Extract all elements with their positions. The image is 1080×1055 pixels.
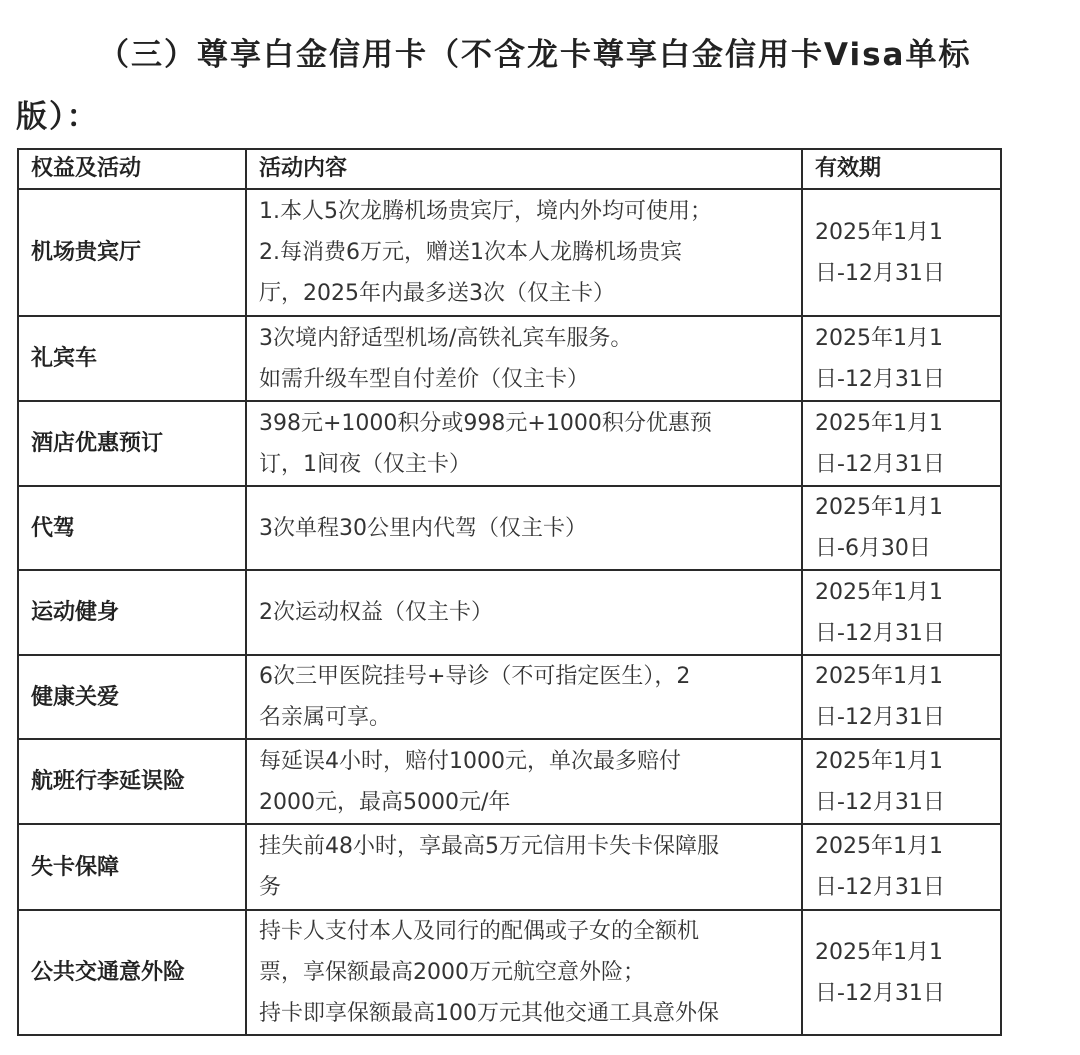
benefit-content (246, 739, 802, 824)
table-row (18, 739, 1001, 824)
content-line: 2.每消费6万元，赠送1次本人龙腾机场贵宾 (259, 240, 682, 265)
date-line: 2025年1月1 (815, 834, 943, 859)
benefit-content (246, 655, 802, 739)
date-line: 日-12月31日 (815, 789, 945, 815)
benefit-content (246, 910, 802, 1035)
table-row (18, 910, 1001, 1035)
content-line: 398元+1000积分或998元+1000积分优惠预 (259, 410, 712, 436)
content-line: 持卡人支付本人及同行的配偶或子女的全额机 (259, 919, 700, 944)
benefit-name: 礼宾车 (18, 316, 246, 401)
validity-period (802, 655, 1001, 739)
validity-period (802, 189, 1001, 316)
content-line: 挂失前48小时，享最高5万元信用卡失卡保障服 (259, 834, 719, 859)
date-line: 日-6月30日 (815, 536, 931, 561)
date-line: 2025年1月1 (815, 664, 943, 689)
validity-period (802, 739, 1001, 824)
benefit-name: 失卡保障 (18, 824, 246, 910)
benefit-content (246, 824, 802, 910)
table-row (18, 316, 1001, 401)
date-line: 日-12月31日 (815, 366, 945, 392)
benefit-name: 航班行李延误险 (18, 739, 246, 824)
benefit-content (246, 401, 802, 486)
content-line: 务 (259, 875, 282, 900)
table-row (18, 824, 1001, 910)
validity-period (802, 486, 1001, 570)
date-line: 2025年1月1 (815, 219, 943, 245)
date-line: 日-12月31日 (815, 260, 945, 286)
benefit-name: 健康关爱 (18, 655, 246, 739)
content-line: 订，1间夜（仅主卡） (259, 451, 471, 477)
date-line: 2025年1月1 (815, 410, 943, 436)
content-line: 厅，2025年内最多送3次（仅主卡） (259, 281, 615, 306)
benefit-name: 代驾 (18, 486, 246, 570)
benefit-name: 酒店优惠预订 (18, 401, 246, 486)
title-line-1: （三）尊享白金信用卡（不含龙卡尊享白金信用卡Visa单标 (98, 37, 972, 73)
validity-period (802, 824, 1001, 910)
content-line: 1.本人5次龙腾机场贵宾厅，境内外均可使用； (259, 199, 712, 224)
validity-period (802, 316, 1001, 401)
date-line: 2025年1月1 (815, 748, 943, 774)
date-line: 日-12月31日 (815, 451, 945, 477)
benefit-content (246, 189, 802, 316)
content-line: 6次三甲医院挂号+导诊（不可指定医生），2 (259, 664, 691, 689)
date-line: 2025年1月1 (815, 579, 943, 605)
content-line: 3次单程30公里内代驾（仅主卡） (259, 515, 587, 541)
header-benefit: 权益及活动 (18, 149, 246, 189)
table-header-row (18, 149, 1001, 189)
date-line: 日-12月31日 (815, 980, 945, 1006)
content-line: 票，享保额最高2000万元航空意外险； (259, 960, 645, 985)
date-line: 2025年1月1 (815, 325, 943, 351)
table-row (18, 189, 1001, 316)
content-line: 每延误4小时，赔付1000元，单次最多赔付 (259, 748, 681, 774)
benefits-table (17, 148, 1002, 1036)
table-row (18, 401, 1001, 486)
benefit-content (246, 486, 802, 570)
validity-period (802, 401, 1001, 486)
date-line: 日-12月31日 (815, 620, 945, 646)
title-line-2: 版）： (16, 99, 100, 135)
benefit-content (246, 316, 802, 401)
header-validity: 有效期 (802, 149, 1001, 189)
validity-period (802, 910, 1001, 1035)
content-line: 名亲属可享。 (259, 705, 392, 730)
date-line: 2025年1月1 (815, 495, 943, 520)
table-row (18, 570, 1001, 655)
benefit-name: 机场贵宾厅 (18, 189, 246, 316)
date-line: 2025年1月1 (815, 939, 943, 965)
date-line: 日-12月31日 (815, 705, 945, 730)
header-content: 活动内容 (246, 149, 802, 189)
content-line: 2次运动权益（仅主卡） (259, 600, 493, 625)
table-row (18, 486, 1001, 570)
content-line: 3次境内舒适型机场/高铁礼宾车服务。 (259, 325, 633, 351)
validity-period (802, 570, 1001, 655)
content-line: 如需升级车型自付差价（仅主卡） (259, 366, 590, 392)
content-line: 2000元，最高5000元/年 (259, 789, 511, 815)
date-line: 日-12月31日 (815, 875, 945, 900)
benefit-content (246, 570, 802, 655)
benefit-name: 公共交通意外险 (18, 910, 246, 1035)
content-line: 持卡即享保额最高100万元其他交通工具意外保 (259, 1001, 719, 1026)
table-row (18, 655, 1001, 739)
benefit-name: 运动健身 (18, 570, 246, 655)
